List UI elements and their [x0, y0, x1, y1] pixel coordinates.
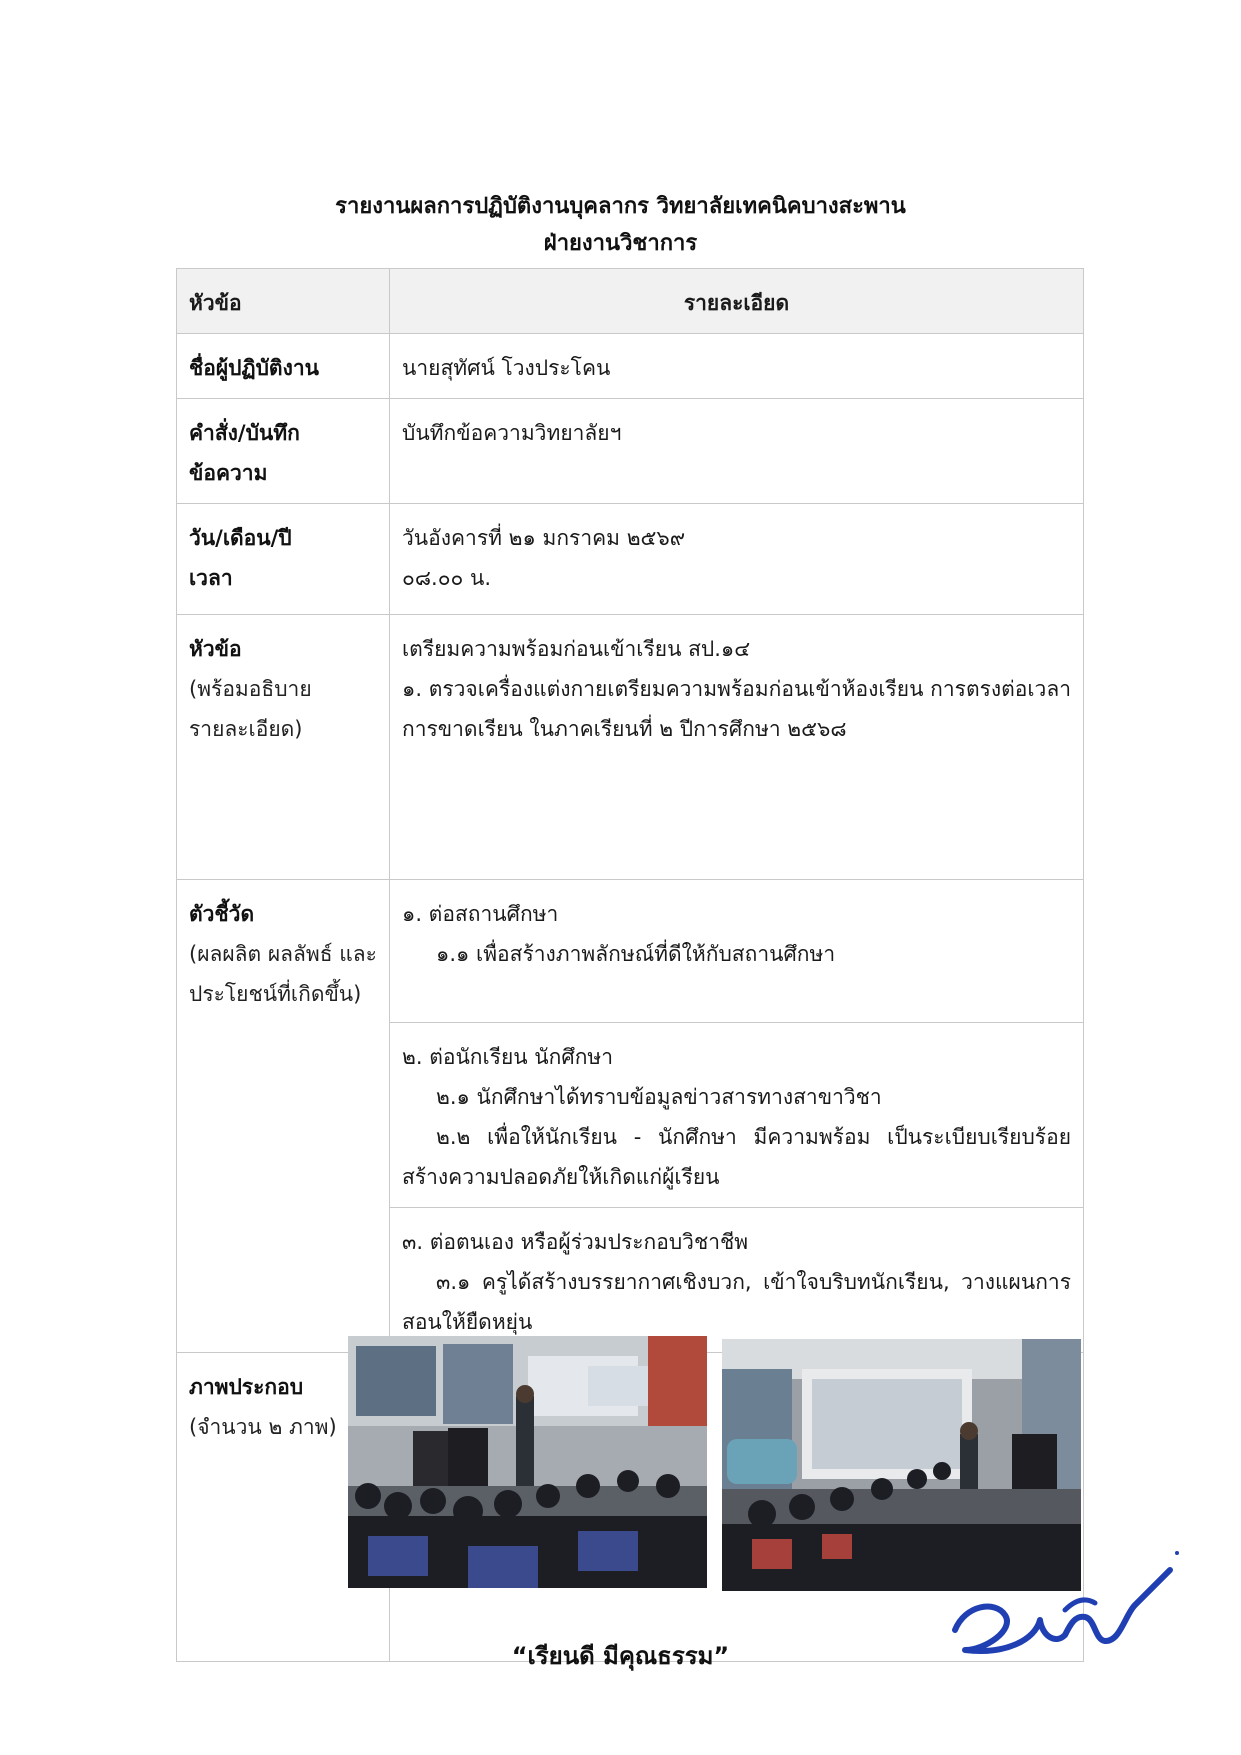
- report-subtitle: ฝ่ายงานวิชาการ: [543, 231, 698, 256]
- indicator-sub-1: (ผลผลิต ผลลัพธ์ และ: [189, 942, 377, 966]
- indicator-2-item-2: ๒.๒ เพื่อให้นักเรียน - นักศึกษา มีความพร้อม เป็นระเบียบเรียบร้อย สร้างความปลอดภัยให้เกิดแก่ผู้เรียน: [402, 1125, 1071, 1189]
- header-detail: รายละเอียด: [390, 269, 1084, 334]
- report-title: รายงานผลการปฏิบัติงานบุคลากร วิทยาลัยเทคนิคบางสะพาน: [335, 194, 906, 219]
- topic-line-2: ๑. ตรวจเครื่องแต่งกายเตรียมความพร้อมก่อนเข้าห้องเรียน การตรงต่อเวลา การขาดเรียน ในภาคเรียนที่ ๒ ปีการศึกษา ๒๕๖๘: [402, 677, 1071, 741]
- time-label: เวลา: [189, 566, 233, 590]
- date-label: วัน/เดือน/ปี: [189, 526, 292, 550]
- name-value: นายสุทัศน์ โวงประโคน: [402, 356, 611, 380]
- header-topic: หัวข้อ: [177, 269, 390, 334]
- order-label-2: ข้อความ: [189, 461, 268, 485]
- indicator-3-head: ๓. ต่อตนเอง หรือผู้ร่วมประกอบวิชาชีพ: [402, 1230, 749, 1254]
- image-sub: (จำนวน ๒ ภาพ): [189, 1415, 337, 1439]
- table-row: [177, 615, 1084, 880]
- topic-sub-2: รายละเอียด): [189, 717, 303, 741]
- table-row: [177, 334, 1084, 399]
- topic-sub-1: (พร้อมอธิบาย: [189, 677, 312, 701]
- indicator-2-head: ๒. ต่อนักเรียน นักศึกษา: [402, 1045, 614, 1069]
- order-value: บันทึกข้อความวิทยาลัยฯ: [402, 421, 622, 445]
- table-header-row: [177, 269, 1084, 334]
- table-row: [177, 504, 1084, 615]
- indicator-sub-2: ประโยชน์ที่เกิดขึ้น): [189, 982, 362, 1006]
- table-row: [177, 880, 1084, 1023]
- table-row: [177, 399, 1084, 504]
- indicator-2-item-1: ๒.๑ นักศึกษาได้ทราบข้อมูลข่าวสารทางสาขาวิชา: [436, 1085, 882, 1109]
- image-label: ภาพประกอบ: [189, 1375, 304, 1399]
- name-label: ชื่อผู้ปฏิบัติงาน: [189, 356, 319, 380]
- motto: “เรียนดี มีคุณธรรม”: [511, 1642, 730, 1670]
- photo-students-workshop-1: [348, 1336, 707, 1588]
- date-value: วันอังคารที่ ๒๑ มกราคม ๒๕๖๙: [402, 526, 686, 550]
- signature: [945, 1545, 1185, 1685]
- topic-label: หัวข้อ: [189, 637, 242, 661]
- indicator-1-head: ๑. ต่อสถานศึกษา: [402, 902, 559, 926]
- time-value: ๐๘.๐๐ น.: [402, 566, 492, 590]
- indicator-1-item: ๑.๑ เพื่อสร้างภาพลักษณ์ที่ดีให้กับสถานศึกษา: [436, 942, 836, 966]
- order-label-1: คำสั่ง/บันทึก: [189, 421, 300, 445]
- indicator-label: ตัวชี้วัด: [189, 902, 255, 926]
- indicator-3-item: ๓.๑ ครูได้สร้างบรรยากาศเชิงบวก, เข้าใจบริบทนักเรียน, วางแผนการสอนให้ยืดหยุ่น: [402, 1270, 1071, 1334]
- topic-line-1: เตรียมความพร้อมก่อนเข้าเรียน สป.๑๔: [402, 637, 751, 661]
